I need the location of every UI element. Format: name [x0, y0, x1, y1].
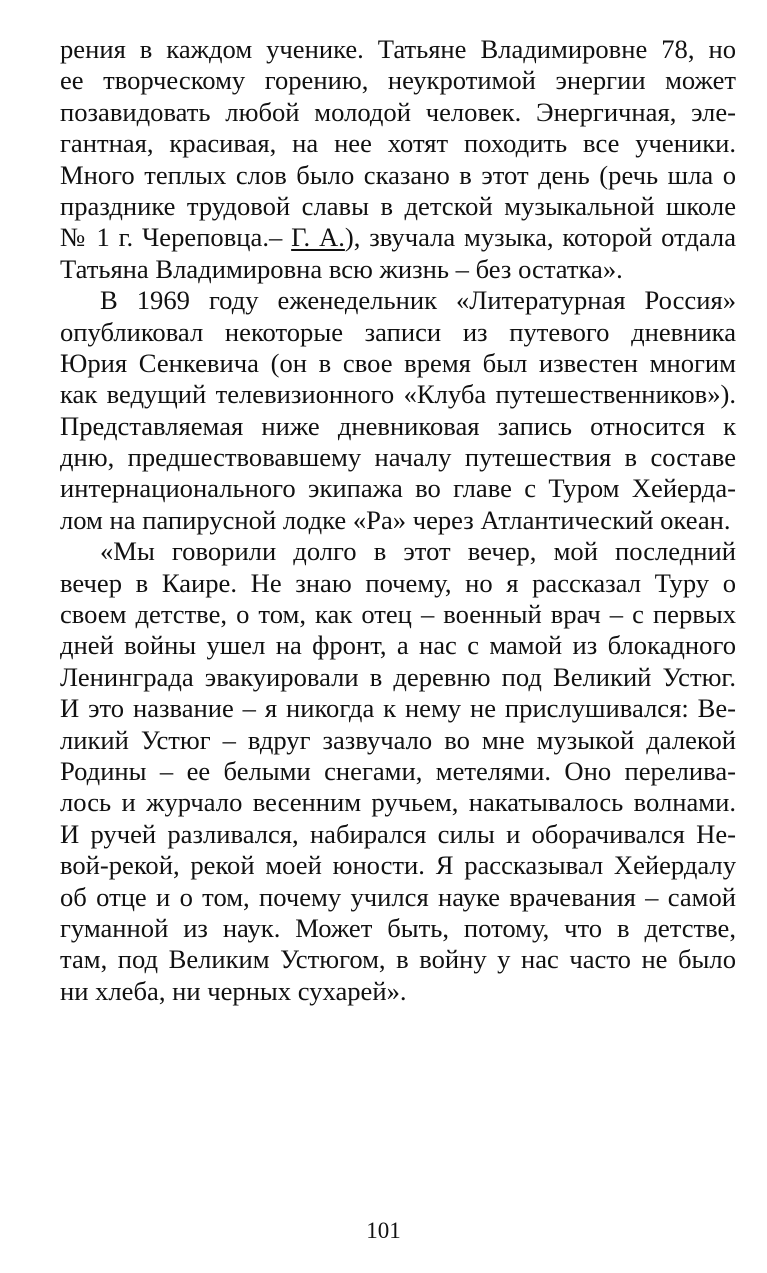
paragraph-3 — [60, 536, 736, 1007]
text-line: дню, предшествовавшему началу путешествия в составе — [60, 442, 736, 473]
text-line: Ленинграда эвакуировали в деревню под Великий Устюг. — [60, 661, 736, 692]
text-line: Родины – ее белыми снегами, метелями. Оно перелива- — [60, 755, 736, 786]
text-line: И ручей разливался, набирался силы и оборачивался Не- — [60, 818, 736, 849]
paragraph-2 — [60, 285, 736, 536]
text-line: И это название – я никогда к нему не прислушивался: Ве- — [60, 693, 736, 724]
text-line: интернационального экипажа во главе с Туром Хейерда- — [60, 473, 736, 504]
text-line: ликий Устюг – вдруг зазвучало во мне музыкой далекой — [60, 724, 736, 755]
text-line: лом на папирусной лодке «Ра» через Атлантический океан. — [60, 504, 731, 535]
text-line: Татьяна Владимировна всю жизнь – без остатка». — [60, 253, 623, 284]
text-line: как ведущий телевизионного «Клуба путешественников»). — [60, 379, 736, 410]
text-line: Представляемая ниже дневниковая запись относится к — [60, 410, 736, 441]
text-line: гантная, красивая, на нее хотят походить все ученики. — [60, 128, 736, 159]
text-line: Юрия Сенкевича (он в свое время был известен многим — [60, 347, 736, 378]
text-line: В 1969 году еженедельник «Литературная Россия» — [100, 285, 736, 316]
text-segment: ), звучала музыка, которой отдала — [344, 222, 737, 253]
text-line: вой-рекой, рекой моей юности. Я рассказывал Хейердалу — [60, 850, 736, 881]
text-line: об отце и о том, почему учился науке врачевания – самой — [60, 881, 736, 912]
text-line: «Мы говорили долго в этот вечер, мой последний — [100, 536, 736, 567]
text-line: лось и журчало весенним ручьем, накатывалось волнами. — [60, 787, 736, 818]
text-segment: № 1 г. Череповца.– — [60, 222, 292, 253]
text-line: вечер в Каире. Не знаю почему, но я рассказал Туру о — [60, 567, 736, 598]
body-text — [60, 34, 736, 1007]
paragraph-1 — [60, 34, 736, 285]
text-line: ее творческому горению, неукротимой энергии может — [60, 65, 736, 96]
text-line — [60, 222, 736, 253]
author-initials: Г. А. — [291, 222, 345, 253]
text-line: опубликовал некоторые записи из путевого дневника — [60, 316, 736, 347]
text-line: дней войны ушел на фронт, а нас с мамой из блокадного — [60, 630, 736, 661]
text-line: празднике трудовой славы в детской музыкальной школе — [60, 190, 736, 221]
page-number: 101 — [366, 1218, 401, 1243]
text-line: рения в каждом ученике. Татьяне Владимировне 78, но — [60, 34, 736, 64]
text-line: там, под Великим Устюгом, в войну у нас часто не было — [60, 944, 736, 975]
text-line: Много теплых слов было сказано в этот день (речь шла о — [60, 159, 736, 190]
text-line: ни хлеба, ни черных сухарей». — [60, 975, 407, 1006]
text-line: гуманной из наук. Может быть, потому, что в детстве, — [60, 912, 736, 943]
text-line: своем детстве, о том, как отец – военный врач – с первых — [60, 599, 736, 630]
text-line: позавидовать любой молодой человек. Энергичная, эле- — [60, 96, 736, 127]
